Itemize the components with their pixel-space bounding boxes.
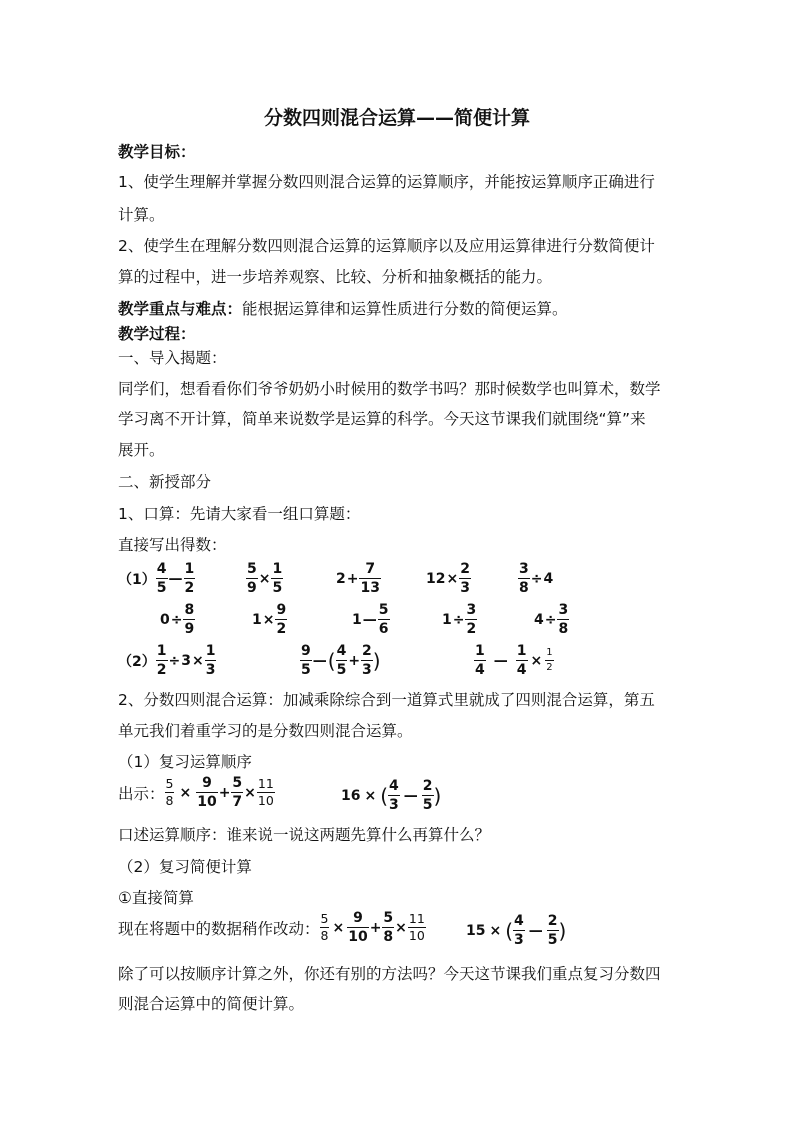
- fraction: $\frac{2}{5}$: [422, 778, 433, 813]
- fraction: $\frac{1}{4}$: [475, 643, 485, 678]
- times-sign: ×: [530, 652, 543, 669]
- minus-sign: —: [312, 652, 327, 669]
- exercise-13: [474, 644, 554, 677]
- fraction: $\frac{3}{2}$: [466, 602, 477, 637]
- closing-line-1: 除了可以按顺序计算之外，你还有别的方法吗？今天这节课我们重点复习分数四: [118, 965, 661, 983]
- fraction: $\frac{3}{8}$: [519, 561, 529, 596]
- right-paren: ): [433, 783, 442, 808]
- fraction: $\frac{9}{10}$: [197, 775, 217, 810]
- plus-sign: +: [348, 652, 361, 669]
- times-sign: ×: [258, 570, 271, 587]
- section-1-para-line-2: 学习离不开计算，简单来说数学是运算的科学。今天这节课我们就围绕“算”来: [118, 410, 646, 428]
- fraction: $\frac{4}{5}$: [156, 561, 167, 596]
- fraction: $\frac{1}{3}$: [205, 643, 216, 678]
- exercise-12: [300, 644, 381, 677]
- fraction: $\frac{2}{3}$: [362, 643, 372, 678]
- minus-sign: —: [168, 570, 183, 587]
- fraction: $\frac{4}{3}$: [389, 778, 399, 813]
- fraction: $\frac{2}{3}$: [460, 561, 470, 596]
- goal-2-line-2: 算的过程中，进一步培养观察、比较、分析和抽象概括的能力。: [118, 268, 553, 286]
- plus-sign: +: [346, 570, 359, 587]
- mixed-ops-line-1: 2、分数四则混合运算：加减乘除综合到一道算式里就成了四则混合运算，第五: [118, 691, 655, 709]
- plus-sign: +: [369, 919, 382, 936]
- exercise-10: 4 ÷ $\frac{3}{8}$: [534, 602, 569, 637]
- exercise-11: （2） $\frac{1}{2}$ ÷ 3 × $\frac{1}{3}$: [118, 643, 216, 678]
- times-sign: ×: [244, 784, 256, 801]
- exercise-2: [246, 562, 283, 595]
- exercise-5: $\frac{3}{8}$ ÷ 4: [519, 561, 554, 596]
- divide-sign: ÷: [530, 570, 543, 587]
- times-sign: ×: [364, 787, 377, 804]
- fraction: $\frac{5}{7}$: [232, 775, 243, 810]
- show-expression-2: 16 × ( $\frac{4}{3}$ — $\frac{2}{5}$ ): [341, 778, 442, 813]
- times-sign: ×: [446, 570, 459, 587]
- divide-sign: ÷: [544, 611, 557, 628]
- section-2-heading: 二、新授部分: [118, 473, 212, 491]
- exercise-7: 1 × $\frac{9}{2}$: [252, 602, 287, 637]
- fraction: $\frac{4}{5}$: [336, 643, 347, 678]
- fraction: $\frac{11}{10}$: [257, 775, 274, 808]
- exercise-4: 12 × $\frac{2}{3}$: [426, 561, 470, 596]
- divide-sign: ÷: [168, 652, 181, 669]
- minus-sign: —: [493, 652, 508, 669]
- goal-1-line-2: 计算。: [118, 206, 165, 224]
- fraction: $\frac{3}{8}$: [558, 602, 569, 637]
- times-sign: ×: [262, 611, 275, 628]
- times-sign: ×: [395, 919, 407, 936]
- minus-sign: —: [403, 787, 418, 804]
- fraction: $\frac{5}{8}$: [165, 775, 174, 808]
- review-simple-heading: （2）复习简便计算: [118, 858, 252, 876]
- times-sign: ×: [191, 652, 204, 669]
- fraction: $\frac{5}{8}$: [383, 910, 394, 945]
- change-label: 现在将题中的数据稍作改动：: [118, 919, 320, 938]
- oral-order-question: 口述运算顺序：谁来说一说这两题先算什么再算什么？: [118, 826, 491, 844]
- fraction: $\frac{5}{6}$: [378, 602, 389, 637]
- fraction: $\frac{1}{5}$: [272, 561, 283, 596]
- goal-1-line-1: 1、使学生理解并掌握分数四则混合运算的运算顺序，并能按运算顺序正确进行: [118, 173, 655, 191]
- page-title: 分数四则混合运算——简便计算: [263, 107, 530, 129]
- section-1-heading: 一、导入揭题：: [118, 349, 227, 367]
- left-paren: (: [327, 648, 336, 673]
- mixed-ops-line-2: 单元我们着重学习的是分数四则混合运算。: [118, 722, 413, 740]
- fraction: $\frac{9}{5}$: [301, 643, 311, 678]
- fraction: $\frac{2}{5}$: [547, 913, 558, 948]
- fraction: $\frac{8}{9}$: [184, 602, 195, 637]
- fraction: $\frac{1}{4}$: [516, 643, 527, 678]
- show-expression-1: [118, 776, 275, 809]
- fraction: $\frac{1}{2}$: [156, 643, 167, 678]
- divide-sign: ÷: [452, 611, 465, 628]
- oral-intro: 1、口算：先请大家看一组口算题：: [118, 505, 361, 523]
- changed-expression-1: [118, 911, 426, 944]
- exercise-6: 0 ÷ $\frac{8}{9}$: [160, 602, 195, 637]
- right-paren: ): [558, 918, 567, 943]
- exercise-3: 2 + $\frac{7}{13}$: [336, 561, 380, 596]
- fraction: $\frac{9}{2}$: [276, 602, 287, 637]
- exercise-1: [118, 562, 195, 595]
- left-paren: (: [380, 783, 389, 808]
- fraction: $\frac{7}{13}$: [360, 561, 380, 596]
- key-points-line: [118, 297, 568, 319]
- group-label-2: （2）: [118, 653, 156, 670]
- fraction: $\frac{9}{10}$: [348, 910, 368, 945]
- section-1-para-line-3: 展开。: [118, 441, 165, 459]
- minus-sign: —: [528, 922, 543, 939]
- fraction: $\frac{11}{10}$: [408, 910, 425, 943]
- times-sign: ×: [179, 784, 192, 801]
- goal-2-line-1: 2、使学生在理解分数四则混合运算的运算顺序以及应用运算律进行分数简便计: [118, 237, 655, 255]
- key-text: 能根据运算律和运算性质进行分数的简便运算。: [242, 300, 568, 318]
- plus-sign: +: [218, 784, 231, 801]
- section-1-para-line-1: 同学们，想看看你们爷爷奶奶小时候用的数学书吗？那时候数学也叫算术，数学: [118, 380, 661, 398]
- left-paren: (: [505, 918, 514, 943]
- fraction: $\frac{4}{3}$: [514, 913, 524, 948]
- goals-heading: 教学目标：: [118, 143, 196, 161]
- direct-simple-heading: ①直接简算: [118, 889, 194, 907]
- review-order-heading: （1）复习运算顺序: [118, 753, 252, 771]
- closing-line-2: 则混合运算中的简便计算。: [118, 995, 305, 1013]
- exercise-8: 1 — $\frac{5}{6}$: [352, 602, 389, 637]
- times-sign: ×: [332, 919, 345, 936]
- times-sign: ×: [489, 922, 502, 939]
- divide-sign: ÷: [170, 611, 183, 628]
- exercise-9: 1 ÷ $\frac{3}{2}$: [442, 602, 477, 637]
- changed-expression-2: 15 × ( $\frac{4}{3}$ — $\frac{2}{5}$ ): [466, 913, 567, 948]
- process-heading: 教学过程：: [118, 325, 196, 343]
- key-heading: 教学重点与难点：: [118, 300, 243, 318]
- fraction: $\frac{5}{9}$: [247, 561, 257, 596]
- direct-write-line: 直接写出得数：: [118, 536, 227, 554]
- group-label-1: （1）: [118, 571, 156, 588]
- fraction: $\frac{1}{2}$: [546, 647, 553, 673]
- fraction: $\frac{1}{2}$: [184, 561, 195, 596]
- minus-sign: —: [362, 611, 377, 628]
- right-paren: ): [372, 648, 381, 673]
- show-label: 出示：: [118, 784, 165, 803]
- fraction: $\frac{5}{8}$: [320, 910, 329, 943]
